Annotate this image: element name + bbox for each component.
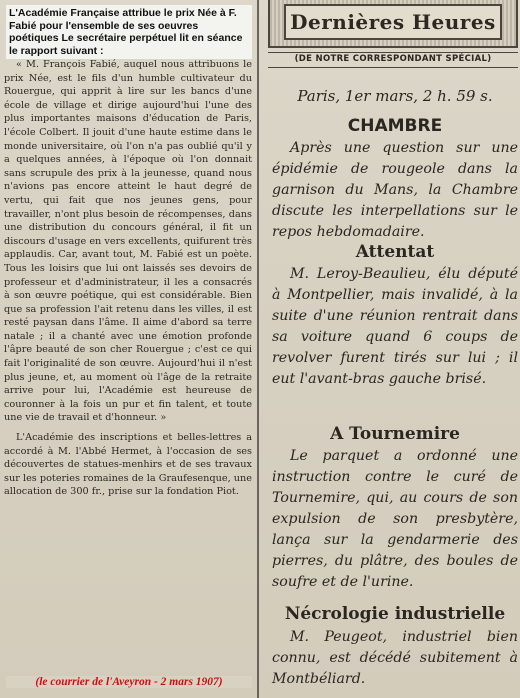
banner <box>268 0 518 48</box>
source-note: (le courrier de l'Aveyron - 2 mars 1907) <box>6 676 252 688</box>
section-body-attentat <box>272 264 518 390</box>
section-heading-chambre: CHAMBRE <box>347 116 443 136</box>
left-paragraph-2: L'Académie des inscriptions et belles-lettres a accordé à M. l'Abbé Hermet, à l'occasion de ses découvertes de statues-menhirs et de ses travaux sur les poteries romaines de la Graufesenque, une allocation de 300 fr., prise sur la fondation Piot. <box>4 432 252 498</box>
section-body-chambre <box>272 138 518 243</box>
section-body-tournemire <box>272 446 518 593</box>
section-heading-tournemire: A Tournemire <box>330 424 460 444</box>
dateline: Paris, 1er mars, 2 h. 59 s. <box>297 87 493 105</box>
left-paragraph-1: « M. François Fabié, auquel nous attribuons le prix Née, est le fils d'un humble cultivateur du Rouergue, qui apprit à lire sur les bancs d'une école de village et dirige aujourd'hui l'une des plus importantes maisons d'éducation de Paris, l'école Colbert. Il jouit d'une haute estime dans le monde universitaire, où l'on n'a pas oublié qu'il y a quelques années, à l'époque où l'on donnait sans scrupule des prix à la jeunesse, quand nous n'avions pas encore atteint le haut degré de vertu, qui fait que nos jeunes gens, pour travailler, n'ont plus besoin de récompenses, dans une distribution du concours général, il fit un discours d'usage en vers excellents, quifurent très applaudis. Car, avant tout, M. Fabié est un poète. Tous les loisirs que lui ont laissés ses devoirs de professeur et d'administrateur, il les a consacrés à son œuvre poétique, qui est considérable. Bien que sa profession l'ait retenu dans les villes, il est resté paysan dans l'âme. Il aime d'abord sa terre natale ; il a chanté avec une émotion profonde l'âpre beauté de son cher Rouergue ; c'est ce qui fait l'originalité de son œuvre. Aujourd'hui il n'est plus jeune, et, au moment où l'âge de la retraite arrive pour lui, l'Académie est heureuse de couronner à la fois un pur et fin talent, et toute une vie de travail et d'honneur. » <box>4 59 252 424</box>
banner-title: Dernières Heures <box>290 10 496 34</box>
right-column <box>262 0 520 698</box>
section-text: Le parquet a ordonné une instruction contre le curé de Tournemire, qui, au cours de son expulsion de son presbytère, lança sur la gendarmerie des pierres, du plâtre, des boules de soufre et de l'urine. <box>272 448 518 590</box>
section-body-necrologie <box>272 627 518 690</box>
section-heading-necrologie: Nécrologie industrielle <box>284 604 506 624</box>
banner-frame <box>284 4 502 40</box>
left-article <box>4 58 252 499</box>
caption-box: L'Académie Française attribue le prix Née à F. Fabié pour l'ensemble de ses oeuvres poétiques Le secrétaire perpétuel lit en séance le rapport suivant : <box>6 5 252 59</box>
section-text: Après une question sur une épidémie de rougeole dans la garnison du Mans, la Chambre discute les interpellations sur le repos hebdomadaire. <box>272 140 518 240</box>
section-text: M. Peugeot, industriel bien connu, est décédé subitement à Montbéliard. <box>272 629 518 687</box>
column-divider <box>257 0 259 698</box>
section-text: M. Leroy-Beaulieu, élu député à Montpellier, mais invalidé, à la suite d'une réunion rentrait dans sa voiture quand 6 coups de revolver furent tirés sur lui ; il eut l'avant-bras gauche brisé. <box>272 266 518 387</box>
section-heading-attentat: Attentat <box>355 242 435 262</box>
banner-subtitle: (DE NOTRE CORRESPONDANT SPÉCIAL) <box>268 52 518 68</box>
left-column <box>0 0 254 698</box>
